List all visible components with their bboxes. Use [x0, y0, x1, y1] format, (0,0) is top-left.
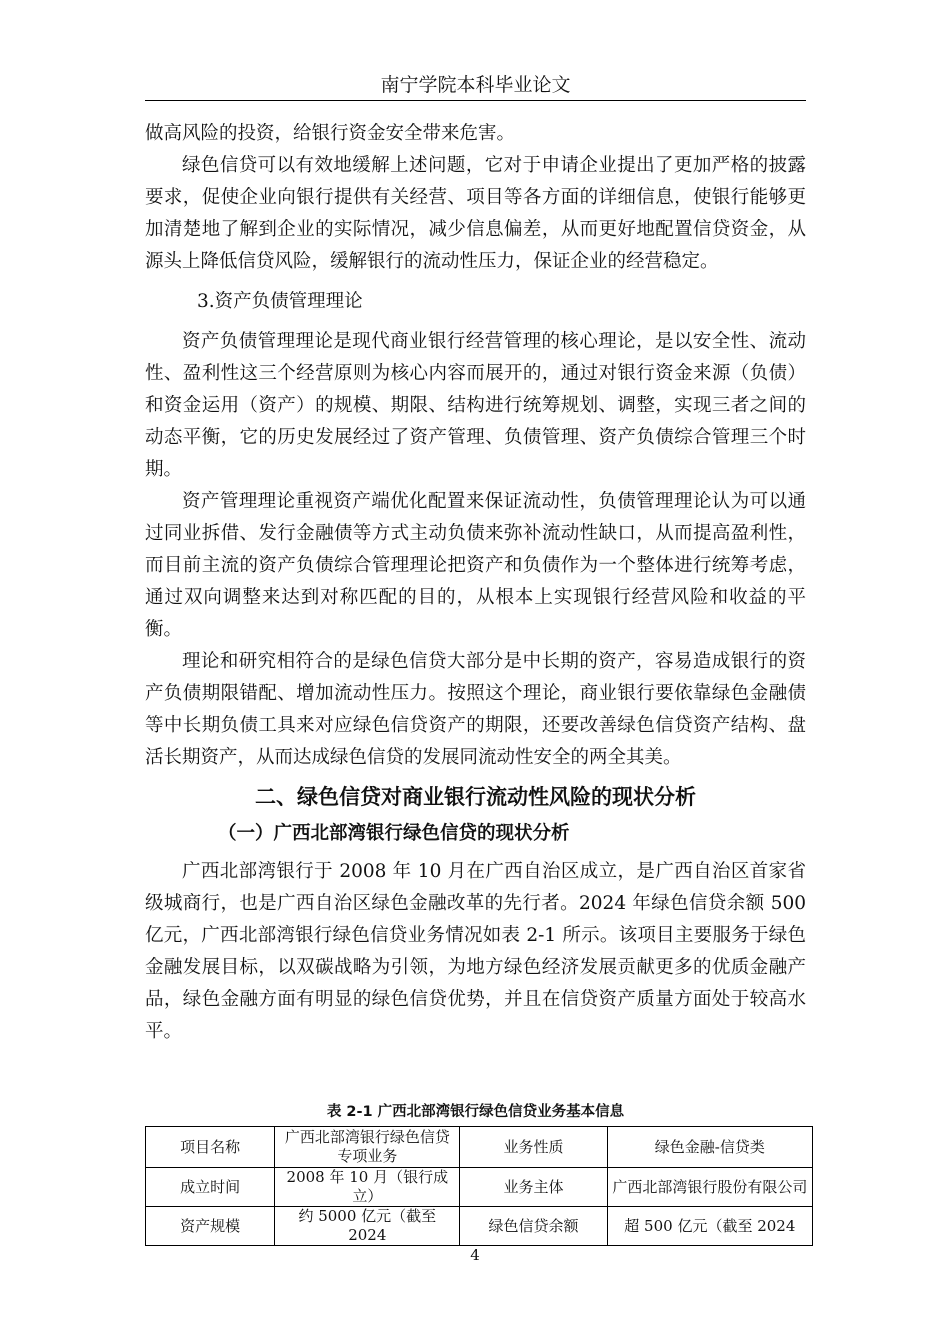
- body-text: [145, 118, 806, 1048]
- table-row: [146, 1168, 813, 1207]
- paragraph: 做高风险的投资，给银行资金安全带来危害。: [145, 123, 516, 144]
- table-cell: 绿色金融-信贷类: [607, 1127, 812, 1168]
- table-cell: 约 5000 亿元（截至 2024: [275, 1207, 460, 1246]
- table-cell: 2008 年 10 月（银行成立）: [275, 1168, 460, 1207]
- paragraph: 绿色信贷可以有效地缓解上述问题，它对于申请企业提出了更加严格的披露要求，促使企业向银行提供有关经营、项目等各方面的详细信息，使银行能够更加清楚地了解到企业的实际情况，减少信息偏差，从而更好地配置信贷资金，从源头上降低信贷风险，缓解银行的流动性压力，保证企业的经营稳定。: [145, 155, 806, 272]
- table-row: [146, 1127, 813, 1168]
- subheading: 3.资产负债管理理论: [197, 291, 363, 312]
- table-cell: 资产规模: [146, 1207, 275, 1246]
- table-cell: 广西北部湾银行绿色信贷专项业务: [275, 1127, 460, 1168]
- paragraph: 资产负债管理理论是现代商业银行经营管理的核心理论，是以安全性、流动性、盈利性这三个经营原则为核心内容而展开的，通过对银行资金来源（负债）和资金运用（资产）的规模、期限、结构进行统筹规划、调整，实现三者之间的动态平衡，它的历史发展经过了资产管理、负债管理、资产负债综合管理三个时期。: [145, 331, 806, 480]
- page-number: 4: [470, 1246, 480, 1264]
- page-header: 南宁学院本科毕业论文: [145, 70, 806, 101]
- table-cell: 项目名称: [146, 1127, 275, 1168]
- info-table: [145, 1126, 813, 1246]
- subsection-heading: （一）广西北部湾银行绿色信贷的现状分析: [218, 823, 570, 844]
- table-cell: 绿色信贷余额: [460, 1207, 607, 1246]
- table-cell: 业务主体: [460, 1168, 607, 1207]
- paragraph: 理论和研究相符合的是绿色信贷大部分是中长期的资产，容易造成银行的资产负债期限错配、增加流动性压力。按照这个理论，商业银行要依靠绿色金融债等中长期负债工具来对应绿色信贷资产的期限，还要改善绿色信贷资产结构、盘活长期资产，从而达成绿色信贷的发展同流动性安全的两全其美。: [145, 651, 806, 768]
- section-heading: 二、绿色信贷对商业银行流动性风险的现状分析: [255, 785, 696, 809]
- table-caption: 表 2-1 广西北部湾银行绿色信贷业务基本信息: [326, 1104, 625, 1120]
- table-cell: 业务性质: [460, 1127, 607, 1168]
- table-cell: 成立时间: [146, 1168, 275, 1207]
- table-cell: 超 500 亿元（截至 2024: [607, 1207, 812, 1246]
- paragraph: 资产管理理论重视资产端优化配置来保证流动性，负债管理理论认为可以通过同业拆借、发行金融债等方式主动负债来弥补流动性缺口，从而提高盈利性，而目前主流的资产负债综合管理理论把资产和负债作为一个整体进行统筹考虑，通过双向调整来达到对称匹配的目的，从根本上实现银行经营风险和收益的平衡。: [145, 491, 806, 640]
- table-row: [146, 1207, 813, 1246]
- paragraph: 广西北部湾银行于 2008 年 10 月在广西自治区成立，是广西自治区首家省级城商行，也是广西自治区绿色金融改革的先行者。2024 年绿色信贷余额 500 亿元，广西北部湾银行绿色信贷业务情况如表 2-1 所示。该项目主要服务于绿色金融发展目标，以双碳战略为引领，为地方绿色经济发展贡献更多的优质金融产品，绿色金融方面有明显的绿色信贷优势，并且在信贷资产质量方面处于较高水平。: [145, 861, 806, 1042]
- table-cell: 广西北部湾银行股份有限公司: [607, 1168, 812, 1207]
